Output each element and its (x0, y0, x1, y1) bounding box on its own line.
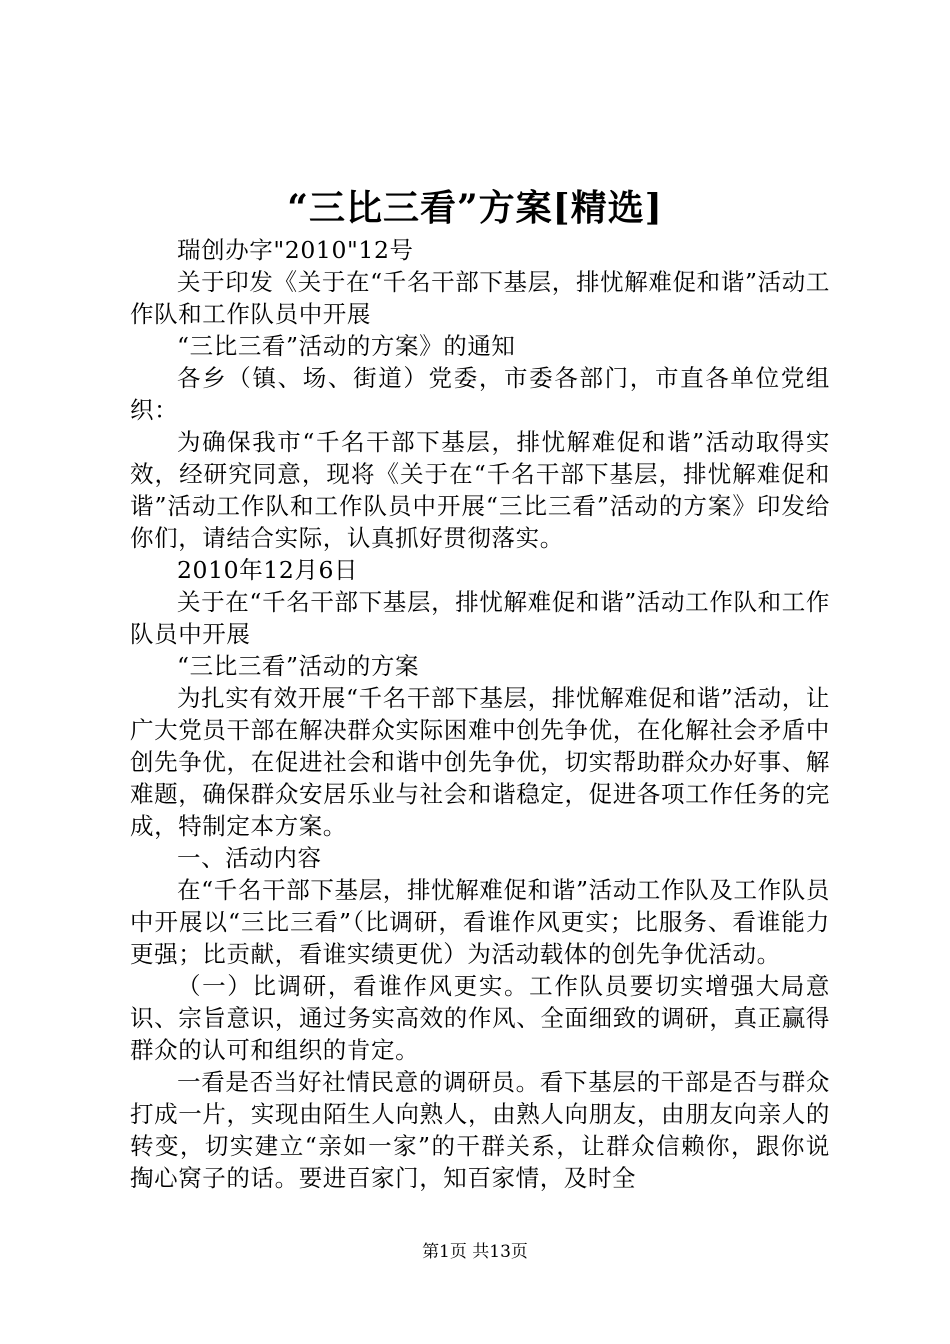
notice-date: 2010年12月6日 (177, 556, 359, 584)
document-body (130, 234, 830, 1194)
doc-number: 瑞创办字"2010"12号 (177, 236, 414, 264)
document-title: “三比三看”方案[精选] (287, 187, 663, 229)
subsection-first-look: 一看是否当好社情民意的调研员。看下基层的干部是否与群众打成一片，实现由陌生人向熟人，由熟人向朋友，由朋友向亲人的转变，切实建立“亲如一家”的干群关系，让群众信赖你，跟你说掏心窝子的话。要进百家门，知百家情，及时全 (130, 1068, 830, 1192)
notice-heading-line2: “三比三看”活动的方案》的通知 (177, 332, 516, 360)
notice-heading-line1: 关于印发《关于在“千名干部下基层，排忧解难促和谐”活动工作队和工作队员中开展 (130, 268, 830, 328)
plan-heading-line1: 关于在“千名干部下基层，排忧解难促和谐”活动工作队和工作队员中开展 (130, 588, 830, 648)
plan-intro: 为扎实有效开展“千名干部下基层，排忧解难促和谐”活动，让广大党员干部在解决群众实际困难中创先争优，在化解社会矛盾中创先争优，在促进社会和谐中创先争优，切实帮助群众办好事、解难题，确保群众安居乐业与社会和谐稳定，促进各项工作任务的完成，特制定本方案。 (130, 684, 830, 840)
section-heading-activity: 一、活动内容 (177, 844, 322, 872)
activity-description: 在“千名干部下基层，排忧解难促和谐”活动工作队及工作队员中开展以“三比三看”（比调研，看谁作风更实；比服务、看谁能力更强；比贡献，看谁实绩更优）为活动载体的创先争优活动。 (130, 876, 830, 968)
addressee: 各乡（镇、场、街道）党委，市委各部门，市直各单位党组织： (130, 364, 830, 424)
subsection-research: （一）比调研，看谁作风更实。工作队员要切实增强大局意识、宗旨意识，通过务实高效的作风、全面细致的调研，真正赢得群众的认可和组织的肯定。 (130, 972, 830, 1064)
plan-heading-line2: “三比三看”活动的方案 (177, 652, 420, 680)
notice-body: 为确保我市“千名干部下基层，排忧解难促和谐”活动取得实效，经研究同意，现将《关于在“千名干部下基层，排忧解难促和谐”活动工作队和工作队员中开展“三比三看”活动的方案》印发给你们，请结合实际，认真抓好贯彻落实。 (130, 428, 830, 552)
page-number-footer: 第1页 共13页 (422, 1242, 528, 1262)
